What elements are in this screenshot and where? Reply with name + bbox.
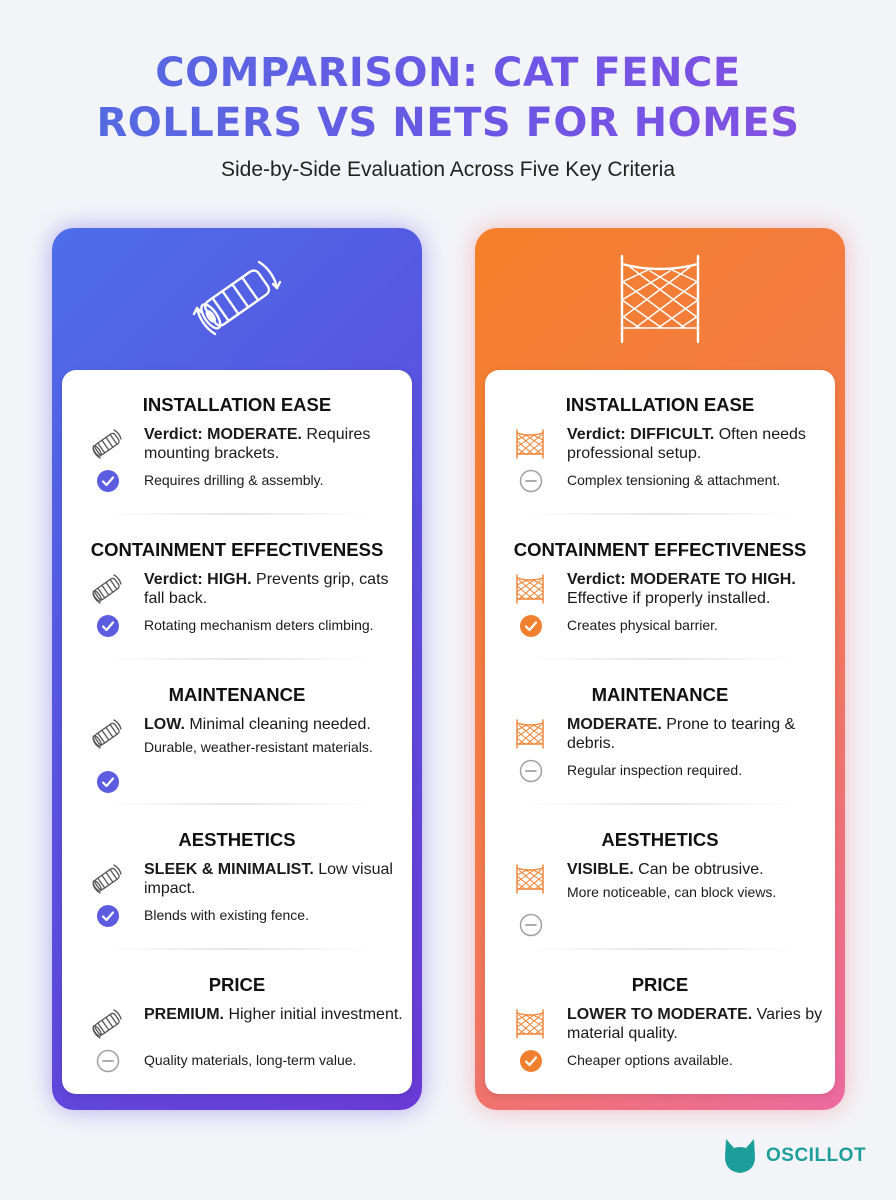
section-title: MAINTENANCE bbox=[168, 684, 306, 705]
rollers-card bbox=[62, 370, 412, 1094]
check-icon bbox=[96, 904, 120, 928]
verdict-description: Often needs professional setup. bbox=[567, 426, 806, 462]
status-indicator bbox=[519, 759, 543, 783]
nets-section-aesthetics bbox=[485, 805, 835, 950]
net-icon bbox=[513, 427, 547, 461]
verdict-label: SLEEK & MINIMALIST. bbox=[144, 861, 314, 878]
detail-text: Rotating mechanism deters climbing. bbox=[144, 617, 374, 633]
section-title: CONTAINMENT EFFECTIVENESS bbox=[513, 539, 807, 560]
status-indicator bbox=[96, 614, 120, 638]
check-icon bbox=[96, 770, 120, 794]
nets-section-price bbox=[485, 950, 835, 1095]
status-indicator bbox=[96, 770, 120, 794]
verdict-label: LOW. bbox=[144, 716, 185, 733]
status-indicator bbox=[96, 469, 120, 493]
section-title: PRICE bbox=[631, 974, 689, 995]
verdict-description: Effective if properly installed. bbox=[567, 590, 771, 607]
nets-section-containment-effectiveness bbox=[485, 515, 835, 660]
section-title: MAINTENANCE bbox=[591, 684, 729, 705]
detail-text: Durable, weather-resistant materials. bbox=[144, 739, 373, 755]
verdict-text bbox=[567, 570, 829, 608]
section-title: PRICE bbox=[208, 974, 266, 995]
status-indicator bbox=[96, 1049, 120, 1073]
page-subtitle: Side-by-Side Evaluation Across Five Key Criteria bbox=[220, 158, 676, 181]
verdict-text bbox=[567, 425, 829, 463]
nets-card bbox=[485, 370, 835, 1094]
verdict-text bbox=[144, 570, 406, 608]
cat-head-icon bbox=[722, 1135, 758, 1175]
check-icon bbox=[96, 469, 120, 493]
neutral-icon bbox=[519, 469, 543, 493]
section-title: AESTHETICS bbox=[178, 829, 296, 850]
net-icon bbox=[513, 1007, 547, 1041]
detail-text: Blends with existing fence. bbox=[144, 907, 309, 923]
verdict-label: VISIBLE. bbox=[567, 861, 634, 878]
detail-text: Complex tensioning & attachment. bbox=[567, 472, 781, 488]
section-title: INSTALLATION EASE bbox=[142, 394, 332, 415]
detail-text: Regular inspection required. bbox=[567, 762, 743, 778]
rollers-section-installation-ease bbox=[62, 370, 412, 515]
neutral-icon bbox=[96, 1049, 120, 1073]
status-indicator bbox=[519, 913, 543, 937]
detail-text: More noticeable, can block views. bbox=[567, 884, 777, 900]
rollers-section-aesthetics bbox=[62, 805, 412, 950]
verdict-text bbox=[144, 860, 406, 898]
neutral-icon bbox=[519, 759, 543, 783]
check-icon bbox=[519, 614, 543, 638]
detail-text: Cheaper options available. bbox=[567, 1052, 733, 1068]
verdict-label: Verdict: DIFFICULT. bbox=[567, 426, 715, 443]
status-indicator bbox=[96, 904, 120, 928]
roller-icon bbox=[90, 427, 124, 461]
verdict-description: Prone to tearing & debris. bbox=[567, 716, 796, 752]
status-indicator bbox=[519, 469, 543, 493]
check-icon bbox=[519, 1049, 543, 1073]
status-indicator bbox=[519, 1049, 543, 1073]
net-icon bbox=[610, 248, 710, 348]
verdict-label: MODERATE. bbox=[567, 716, 662, 733]
brand-logo bbox=[722, 1135, 867, 1175]
verdict-description: Can be obtrusive. bbox=[633, 861, 764, 878]
page-title-line-1: COMPARISON: CAT FENCE bbox=[155, 50, 741, 96]
verdict-text bbox=[567, 860, 829, 879]
status-indicator bbox=[519, 614, 543, 638]
verdict-text bbox=[144, 715, 406, 734]
rollers-section-price bbox=[62, 950, 412, 1095]
verdict-label: Verdict: MODERATE TO HIGH. bbox=[567, 571, 796, 588]
page-title bbox=[0, 48, 896, 148]
verdict-label: Verdict: HIGH. bbox=[144, 571, 252, 588]
verdict-description: Requires mounting brackets. bbox=[144, 426, 371, 462]
roller-icon bbox=[90, 1007, 124, 1041]
verdict-description: Varies by material quality. bbox=[567, 1006, 823, 1042]
brand-name: OSCILLOT bbox=[766, 1145, 867, 1166]
verdict-description: Prevents grip, cats fall back. bbox=[144, 571, 389, 607]
roller-icon bbox=[90, 572, 124, 606]
roller-icon bbox=[90, 717, 124, 751]
net-icon bbox=[513, 717, 547, 751]
verdict-label: PREMIUM. bbox=[144, 1006, 224, 1023]
verdict-label: Verdict: MODERATE. bbox=[144, 426, 302, 443]
verdict-description: Higher initial investment. bbox=[224, 1006, 403, 1023]
verdict-text bbox=[567, 1005, 829, 1043]
detail-text: Creates physical barrier. bbox=[567, 617, 718, 633]
section-title: CONTAINMENT EFFECTIVENESS bbox=[90, 539, 384, 560]
verdict-description: Low visual impact. bbox=[144, 861, 393, 897]
nets-panel bbox=[475, 228, 845, 1110]
rollers-section-maintenance bbox=[62, 660, 412, 805]
rollers-panel bbox=[52, 228, 422, 1110]
net-icon bbox=[513, 862, 547, 896]
nets-section-maintenance bbox=[485, 660, 835, 805]
verdict-description: Minimal cleaning needed. bbox=[184, 716, 371, 733]
roller-icon bbox=[90, 862, 124, 896]
detail-text: Quality materials, long-term value. bbox=[144, 1052, 357, 1068]
rollers-section-containment-effectiveness bbox=[62, 515, 412, 660]
detail-text: Requires drilling & assembly. bbox=[144, 472, 324, 488]
verdict-label: LOWER TO MODERATE. bbox=[567, 1006, 753, 1023]
verdict-text bbox=[144, 1005, 406, 1024]
section-title: AESTHETICS bbox=[601, 829, 719, 850]
section-title: INSTALLATION EASE bbox=[565, 394, 755, 415]
roller-icon bbox=[187, 248, 287, 348]
page-title-line-2: ROLLERS VS NETS FOR HOMES bbox=[96, 100, 800, 146]
verdict-text bbox=[567, 715, 829, 753]
nets-section-installation-ease bbox=[485, 370, 835, 515]
net-icon bbox=[513, 572, 547, 606]
neutral-icon bbox=[519, 913, 543, 937]
verdict-text bbox=[144, 425, 406, 463]
check-icon bbox=[96, 614, 120, 638]
